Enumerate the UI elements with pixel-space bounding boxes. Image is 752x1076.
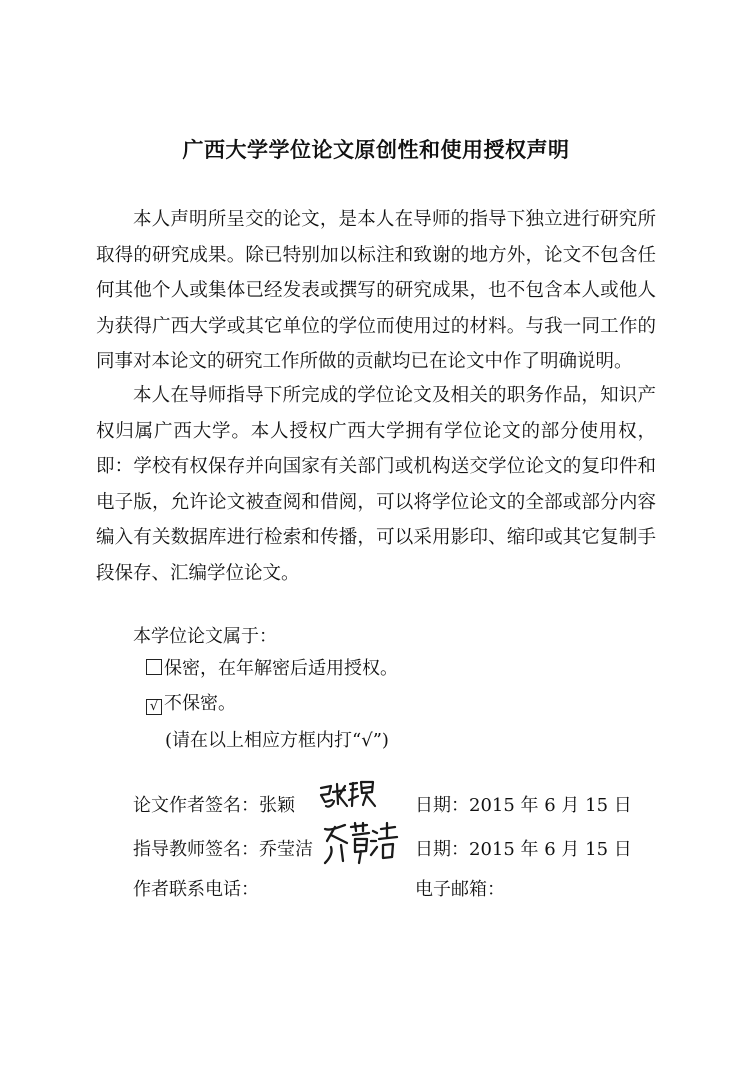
author-signature-label: 论文作者签名：张颖 [133, 795, 295, 816]
advisor-signature-label: 指导教师签名：乔莹洁 [133, 839, 313, 860]
originality-paragraph: 本人声明所呈交的论文，是本人在导师的指导下独立进行研究所取得的研究成果。除已特别加以标注和致谢的地方外，论文不包含任何其他个人或集体已经发表或撰写的研究成果，也不包含本人或他人为获得广西大学或其它单位的学位而使用过的材料。与我一同工作的同事对本论文的研究工作所做的贡献均已在论文中作了明确说明。 [96, 209, 656, 372]
option-secret [146, 654, 398, 680]
advisor-date: 日期：2015 年 6 月 15 日 [415, 839, 632, 860]
option-secret-label: 保密，在年解密后适用授权。 [164, 658, 398, 679]
option-nonsecret [146, 689, 236, 715]
author-phone-label: 作者联系电话： [133, 879, 259, 900]
author-date: 日期：2015 年 6 月 15 日 [415, 795, 632, 816]
instruction-note: (请在以上相应方框内打“√”) [165, 730, 389, 751]
advisor-handwritten-signature [321, 821, 399, 865]
email-label: 电子邮箱： [415, 879, 505, 900]
option-nonsecret-label: 不保密。 [164, 693, 236, 714]
secret-checkbox[interactable] [146, 659, 162, 675]
nonsecret-checkbox[interactable] [146, 699, 162, 715]
document-title: 广西大学学位论文原创性和使用授权声明 [182, 138, 570, 162]
belongs-label: 本学位论文属于： [133, 626, 277, 647]
authorization-paragraph: 本人在导师指导下所完成的学位论文及相关的职务作品，知识产权归属广西大学。本人授权广西大学拥有学位论文的部分使用权，即：学校有权保存并向国家有关部门或机构送交学位论文的复印件和电子版，允许论文被查阅和借阅，可以将学位论文的全部或部分内容编入有关数据库进行检索和传播，可以采用影印、缩印或其它复制手段保存、汇编学位论文。 [96, 385, 656, 584]
check-icon: √ [149, 699, 159, 714]
author-handwritten-signature [317, 778, 379, 812]
